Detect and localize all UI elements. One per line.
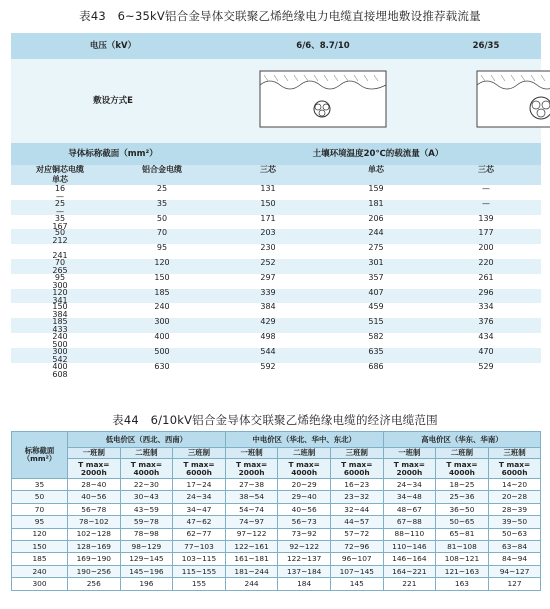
group-high: 高电价区（华东、华南） (383, 432, 541, 448)
cell-cu: 35 (54, 213, 66, 223)
cell-1core-b: 265 (52, 265, 68, 275)
cell-range: 63~84 (488, 540, 541, 552)
section-label-44: 标称截面（mm²） (12, 432, 68, 479)
shift-header: 三班制 (488, 448, 541, 459)
cell-section: 70 (12, 503, 68, 515)
cell-range: 146~164 (383, 553, 436, 565)
table44 (11, 431, 541, 591)
cell-3core-b: 470 (478, 346, 494, 356)
cell-3core-b: 200 (478, 243, 494, 253)
tmax-header: T max= 6000h (330, 459, 383, 479)
cell-al: 400 (154, 331, 170, 341)
cell-1core-a: 407 (368, 287, 384, 297)
cell-range: 122~161 (225, 540, 278, 552)
table43 (11, 33, 541, 377)
cell-3core-a: 171 (260, 213, 276, 223)
cell-1core-a: 582 (368, 331, 384, 341)
cell-1core-b: 542 (52, 354, 68, 364)
section-label: 导体标称截面（mm²） (11, 143, 215, 165)
cell-1core-b: 608 (52, 369, 68, 379)
col-al: 铝合金电缆 (142, 165, 182, 174)
cell-range: 244 (225, 578, 278, 590)
cell-range: 17~24 (173, 479, 226, 491)
shift-header: 二班制 (278, 448, 331, 459)
tmax-header: T max= 4000h (436, 459, 489, 479)
voltage-a: 6/6、8.7/10 (215, 33, 431, 59)
cell-range: 67~88 (383, 516, 436, 528)
buried-cable-diagram-icon (431, 67, 550, 135)
table-row (11, 244, 541, 259)
cell-1core-a: 275 (368, 243, 384, 253)
cell-range: 40~56 (68, 491, 121, 503)
cell-3core-b: 261 (478, 272, 494, 282)
cell-range: 34~47 (173, 503, 226, 515)
cell-cu: 300 (52, 346, 68, 356)
cell-range: 96~107 (330, 553, 383, 565)
cell-range: 94~127 (488, 565, 541, 577)
tmax-header: T max= 2000h (383, 459, 436, 479)
cell-section: 300 (12, 578, 68, 590)
cell-al: 95 (156, 243, 168, 253)
shift-header: 一班制 (225, 448, 278, 459)
cell-range: 88~110 (383, 528, 436, 540)
cell-3core-a: 544 (260, 346, 276, 356)
cell-1core-b: 433 (52, 325, 68, 335)
cell-range: 22~30 (120, 479, 173, 491)
cell-range: 256 (68, 578, 121, 590)
cell-range: 181~244 (225, 565, 278, 577)
cell-range: 24~34 (383, 479, 436, 491)
cell-3core-a: 252 (260, 257, 276, 267)
tmax-header: T max= 6000h (488, 459, 541, 479)
cell-range: 121~163 (436, 565, 489, 577)
tmax-header: T max= 2000h (68, 459, 121, 479)
cell-range: 110~146 (383, 540, 436, 552)
cell-1core-b: 167 (52, 221, 68, 231)
cell-al: 70 (156, 228, 168, 238)
cell-range: 56~73 (278, 516, 331, 528)
cell-section: 150 (12, 540, 68, 552)
cell-range: 23~32 (330, 491, 383, 503)
cell-cu: 95 (54, 272, 66, 282)
cell-3core-a: 131 (260, 184, 276, 193)
cell-range: 25~36 (436, 491, 489, 503)
cell-range: 77~103 (173, 540, 226, 552)
cell-3core-a: 203 (260, 228, 276, 238)
table-row (11, 318, 541, 333)
cell-range: 14~20 (488, 479, 541, 491)
cell-3core-a: 230 (260, 243, 276, 253)
cell-1core-a: 244 (368, 228, 384, 238)
cell-cu: 240 (52, 331, 68, 341)
cell-1core-b: — (56, 206, 64, 216)
table-row (11, 363, 541, 378)
diagram-6-10kv (215, 59, 431, 143)
col-3core-b: 三芯 (478, 165, 494, 174)
cell-3core-b: — (482, 184, 490, 193)
cell-range: 20~28 (488, 491, 541, 503)
tmax-header: T max= 2000h (225, 459, 278, 479)
cell-cu: 16 (54, 184, 66, 193)
table-row (12, 479, 541, 491)
cell-range: 57~72 (330, 528, 383, 540)
cell-al: 150 (154, 272, 170, 282)
cell-cu: 120 (52, 287, 68, 297)
cell-1core-a: 459 (368, 302, 384, 312)
table-row (11, 333, 541, 348)
cell-range: 137~184 (278, 565, 331, 577)
voltage-label: 电压（kV） (11, 33, 215, 59)
table-row (11, 229, 541, 244)
col-cu: 对应铜芯电缆 (36, 165, 84, 174)
cell-range: 18~25 (436, 479, 489, 491)
col-3core-a: 三芯 (260, 165, 276, 174)
cell-1core-b: 384 (52, 310, 68, 320)
cell-range: 40~56 (278, 503, 331, 515)
cell-al: 120 (154, 257, 170, 267)
cell-range: 163 (436, 578, 489, 590)
col-1core-b: 单芯 (52, 175, 68, 184)
cell-range: 27~38 (225, 479, 278, 491)
cell-3core-b: 220 (478, 257, 494, 267)
buried-cable-diagram-icon (218, 67, 428, 135)
cell-range: 39~50 (488, 516, 541, 528)
cell-1core-b: 341 (52, 295, 68, 305)
diagram-26-35kv (431, 59, 550, 143)
cell-section: 185 (12, 553, 68, 565)
cell-cu: 400 (52, 361, 68, 371)
cell-section: 50 (12, 491, 68, 503)
cell-range: 16~23 (330, 479, 383, 491)
cell-range: 78~102 (68, 516, 121, 528)
cell-range: 103~115 (173, 553, 226, 565)
col-1core-a: 单芯 (368, 165, 384, 174)
cell-range: 190~256 (68, 565, 121, 577)
table-row (12, 503, 541, 515)
cell-range: 28~40 (68, 479, 121, 491)
table-row (11, 200, 541, 215)
cell-al: 25 (156, 184, 168, 193)
cell-range: 108~121 (436, 553, 489, 565)
cell-range: 36~50 (436, 503, 489, 515)
cell-3core-b: 296 (478, 287, 494, 297)
table-row (12, 528, 541, 540)
current-label: 土壤环境温度20℃的载流量（A） (215, 143, 541, 165)
shift-header: 三班制 (173, 448, 226, 459)
cell-range: 127 (488, 578, 541, 590)
table-row (12, 491, 541, 503)
cell-cu: 185 (52, 317, 68, 327)
cell-3core-a: 297 (260, 272, 276, 282)
cell-al: 185 (154, 287, 170, 297)
cell-1core-a: 515 (368, 317, 384, 327)
cell-range: 43~59 (120, 503, 173, 515)
cell-range: 196 (120, 578, 173, 590)
cell-range: 84~94 (488, 553, 541, 565)
cell-al: 240 (154, 302, 170, 312)
cell-3core-a: 150 (260, 198, 276, 208)
cell-cu: 70 (54, 257, 66, 267)
table-row (12, 516, 541, 528)
cell-range: 129~145 (120, 553, 173, 565)
shift-header: 三班制 (330, 448, 383, 459)
cell-range: 73~92 (278, 528, 331, 540)
table-row (12, 540, 541, 552)
cell-range: 145 (330, 578, 383, 590)
method-label: 敷设方式E (93, 95, 133, 106)
cell-range: 30~43 (120, 491, 173, 503)
group-mid: 中电价区（华北、华中、东北） (225, 432, 383, 448)
table-row (12, 565, 541, 577)
cell-3core-a: 429 (260, 317, 276, 327)
cell-3core-a: 498 (260, 331, 276, 341)
cell-range: 122~137 (278, 553, 331, 565)
cell-al: 35 (156, 198, 168, 208)
cell-cu: 25 (54, 198, 66, 208)
cell-section: 240 (12, 565, 68, 577)
cell-range: 54~74 (225, 503, 278, 515)
cell-cu: 150 (52, 302, 68, 312)
shift-header: 二班制 (120, 448, 173, 459)
cell-range: 102~128 (68, 528, 121, 540)
cell-3core-b: 529 (478, 361, 494, 371)
cell-range: 155 (173, 578, 226, 590)
cell-range: 221 (383, 578, 436, 590)
shift-header: 二班制 (436, 448, 489, 459)
cell-1core-a: 181 (368, 198, 384, 208)
table-row (12, 578, 541, 590)
cell-range: 97~122 (225, 528, 278, 540)
cell-3core-b: 376 (478, 317, 494, 327)
group-low: 低电价区（西北、西南） (68, 432, 226, 448)
cell-range: 184 (278, 578, 331, 590)
cell-1core-a: 159 (368, 184, 384, 193)
shift-header: 一班制 (383, 448, 436, 459)
cell-1core-b: 212 (52, 236, 68, 246)
cell-3core-a: 384 (260, 302, 276, 312)
cell-section: 120 (12, 528, 68, 540)
table43-title: 表43 6~35kV铝合金导体交联聚乙烯绝缘电力电缆直接埋地敷设推荐载流量 (79, 9, 481, 23)
cell-range: 34~48 (383, 491, 436, 503)
cell-range: 72~96 (330, 540, 383, 552)
cell-range: 38~54 (225, 491, 278, 503)
cell-range: 29~40 (278, 491, 331, 503)
tmax-header: T max= 4000h (120, 459, 173, 479)
table-row (11, 348, 541, 363)
cell-range: 92~122 (278, 540, 331, 552)
cell-range: 24~34 (173, 491, 226, 503)
cell-range: 62~77 (173, 528, 226, 540)
cell-range: 107~145 (330, 565, 383, 577)
cell-range: 20~29 (278, 479, 331, 491)
table43-body (11, 185, 541, 377)
cell-section: 35 (12, 479, 68, 491)
cell-range: 128~169 (68, 540, 121, 552)
cell-range: 81~108 (436, 540, 489, 552)
cell-cu: 50 (54, 228, 66, 238)
cell-3core-a: 592 (260, 361, 276, 371)
cell-al: 500 (154, 346, 170, 356)
cell-1core-b: 500 (52, 339, 68, 349)
cell-range: 28~39 (488, 503, 541, 515)
cell-1core-b: 300 (52, 280, 68, 290)
tmax-header: T max= 6000h (173, 459, 226, 479)
shift-header: 一班制 (68, 448, 121, 459)
cell-al: 630 (154, 361, 170, 371)
cell-range: 32~44 (330, 503, 383, 515)
cell-range: 169~190 (68, 553, 121, 565)
cell-range: 56~78 (68, 503, 121, 515)
cell-1core-a: 635 (368, 346, 384, 356)
cell-1core-a: 357 (368, 272, 384, 282)
cell-1core-b: — (56, 192, 64, 201)
cell-range: 59~78 (120, 516, 173, 528)
table-row (11, 274, 541, 289)
tmax-header: T max= 4000h (278, 459, 331, 479)
table-row (11, 259, 541, 274)
cell-3core-b: — (482, 198, 490, 208)
cell-3core-b: 177 (478, 228, 494, 238)
cell-range: 78~98 (120, 528, 173, 540)
cell-range: 50~65 (436, 516, 489, 528)
cell-1core-a: 206 (368, 213, 384, 223)
cell-range: 50~63 (488, 528, 541, 540)
cell-range: 115~155 (173, 565, 226, 577)
cell-range: 47~62 (173, 516, 226, 528)
cell-range: 74~97 (225, 516, 278, 528)
cell-1core-a: 301 (368, 257, 384, 267)
cell-1core-b: 241 (52, 251, 68, 261)
table-row (11, 289, 541, 304)
table-row (11, 215, 541, 230)
cell-range: 161~181 (225, 553, 278, 565)
cell-range: 65~81 (436, 528, 489, 540)
cell-3core-b: 334 (478, 302, 494, 312)
cell-1core-a: 686 (368, 361, 384, 371)
table-row (11, 185, 541, 200)
cell-3core-b: 139 (478, 213, 494, 223)
cell-al: 50 (156, 213, 168, 223)
cell-range: 145~196 (120, 565, 173, 577)
voltage-b: 26/35 (431, 33, 541, 59)
cell-3core-b: 434 (478, 331, 494, 341)
cell-al: 300 (154, 317, 170, 327)
cell-3core-a: 339 (260, 287, 276, 297)
table-row (11, 303, 541, 318)
table-row (12, 553, 541, 565)
cell-range: 48~67 (383, 503, 436, 515)
cell-section: 95 (12, 516, 68, 528)
cell-range: 164~221 (383, 565, 436, 577)
cell-range: 98~129 (120, 540, 173, 552)
table44-title: 表44 6/10kV铝合金导体交联聚乙烯绝缘电缆的经济电缆范围 (112, 413, 438, 427)
cell-range: 44~57 (330, 516, 383, 528)
